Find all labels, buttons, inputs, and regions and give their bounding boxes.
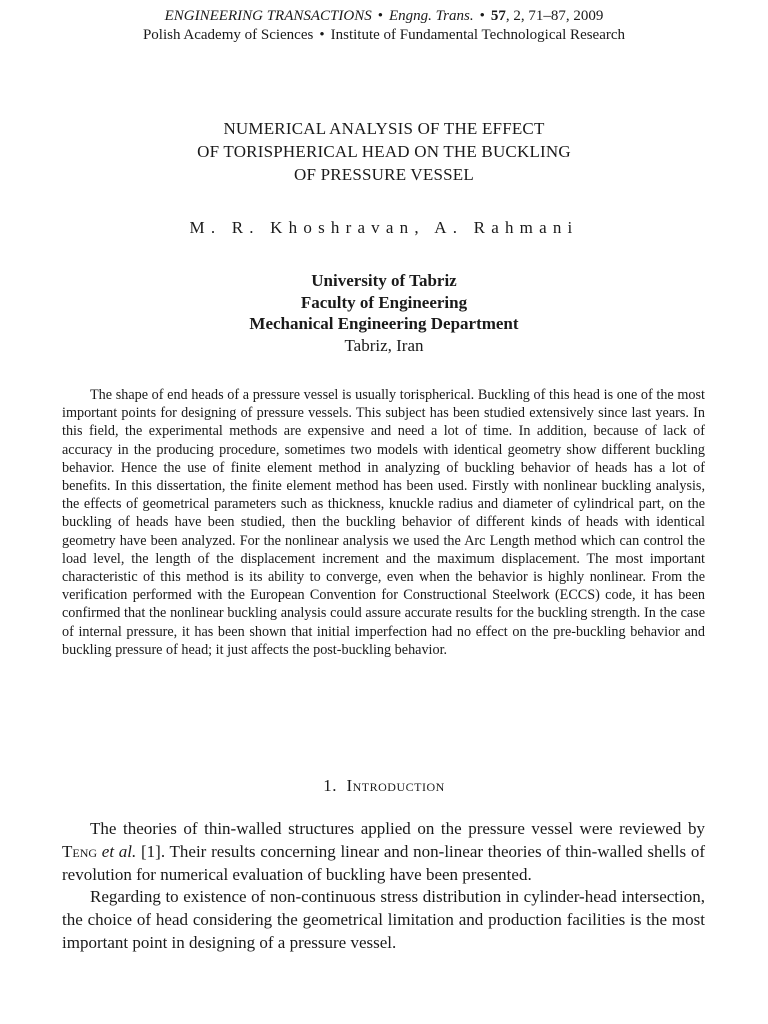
paragraph-1-text-a: The theories of thin-walled structures applied on the pressure vessel were reviewed by [90,819,705,838]
journal-name: ENGINEERING TRANSACTIONS [164,8,372,24]
section-number: 1. [323,776,337,795]
journal-header [0,7,768,45]
et-al: et al. [101,841,137,861]
paragraph-2: Regarding to existence of non-continuous stress distribution in cylinder-head intersection, the choice of head considering the geometrical limitation and production facilities is the most important point in designing of a pressure vessel. [62,887,705,952]
affiliation-faculty: Faculty of Engineering [300,292,468,312]
cited-author: Teng [62,841,98,861]
bullet-separator: • [377,8,383,24]
bullet-separator: • [479,8,485,24]
section-title: Introduction [346,776,445,795]
paragraph-1-text-b: [1]. Their results concerning linear and non-linear theories of thin-walled shells of revolution for numerical evaluation of buckling have been presented. [62,841,706,884]
affiliation [0,270,768,356]
journal-issue-pages-year: , 2, 71–87, 2009 [505,8,604,24]
publisher: Polish Academy of Sciences [142,27,314,43]
bullet-separator: • [319,27,325,43]
paper-title [0,117,768,186]
journal-citation-line [0,7,768,26]
abstract: The shape of end heads of a pressure vessel is usually torispherical. Buckling of this head is one of the most important points for designing of pressure vessels. This subject has been studied extensively since last years. In this field, the experimental methods are expensive and need a lot of time. In addition, because of lack of accuracy in the producing procedure, sometimes two models with identical geometry show different buckling behavior. Hence the use of finite element method in analyzing of buckling behavior of heads has a lot of benefits. In this dissertation, the finite element method has been used. Firstly with nonlinear buckling analysis, the effects of geometrical parameters such as thickness, knuckle radius and diameter of cylindrical part, on the buckling of heads have been studied, then the buckling behavior of different kinds of heads with identical geometry have been analyzed. For the nonlinear analysis we used the Arc Length method which can control the load level, the length of the displacement increment and the maximum displacement. The most important characteristic of this method is its ability to converge, even when the behavior is highly nonlinear. From the verification performed with the European Convention for Constructional Steelwork (ECCS) code, it has been confirmed that the nonlinear buckling analysis could assure accurate results for the buckling strength. In the case of internal pressure, it has been shown that initial imperfection had no effect on the pre-buckling behavior and buckling pressure of head; it just affects the post-buckling behavior. [62,387,705,658]
title-line-1: NUMERICAL ANALYSIS OF THE EFFECT [223,119,545,138]
body-text [62,818,705,955]
authors: M. R. Khoshravan, A. Rahmani [189,218,579,237]
paragraph-1 [62,818,705,886]
publisher-line [0,26,768,45]
journal-volume: 57 [490,8,506,24]
title-line-3: OF PRESSURE VESSEL [294,165,474,184]
journal-abbrev: Engng. Trans. [388,8,474,24]
affiliation-university: University of Tabriz [311,271,457,290]
institute: Institute of Fundamental Technological Research [330,27,626,43]
affiliation-location: Tabriz, Iran [344,335,424,355]
affiliation-department: Mechanical Engineering Department [249,314,519,333]
section-heading-introduction [0,776,768,796]
title-line-2: OF TORISPHERICAL HEAD ON THE BUCKLING [197,142,571,161]
